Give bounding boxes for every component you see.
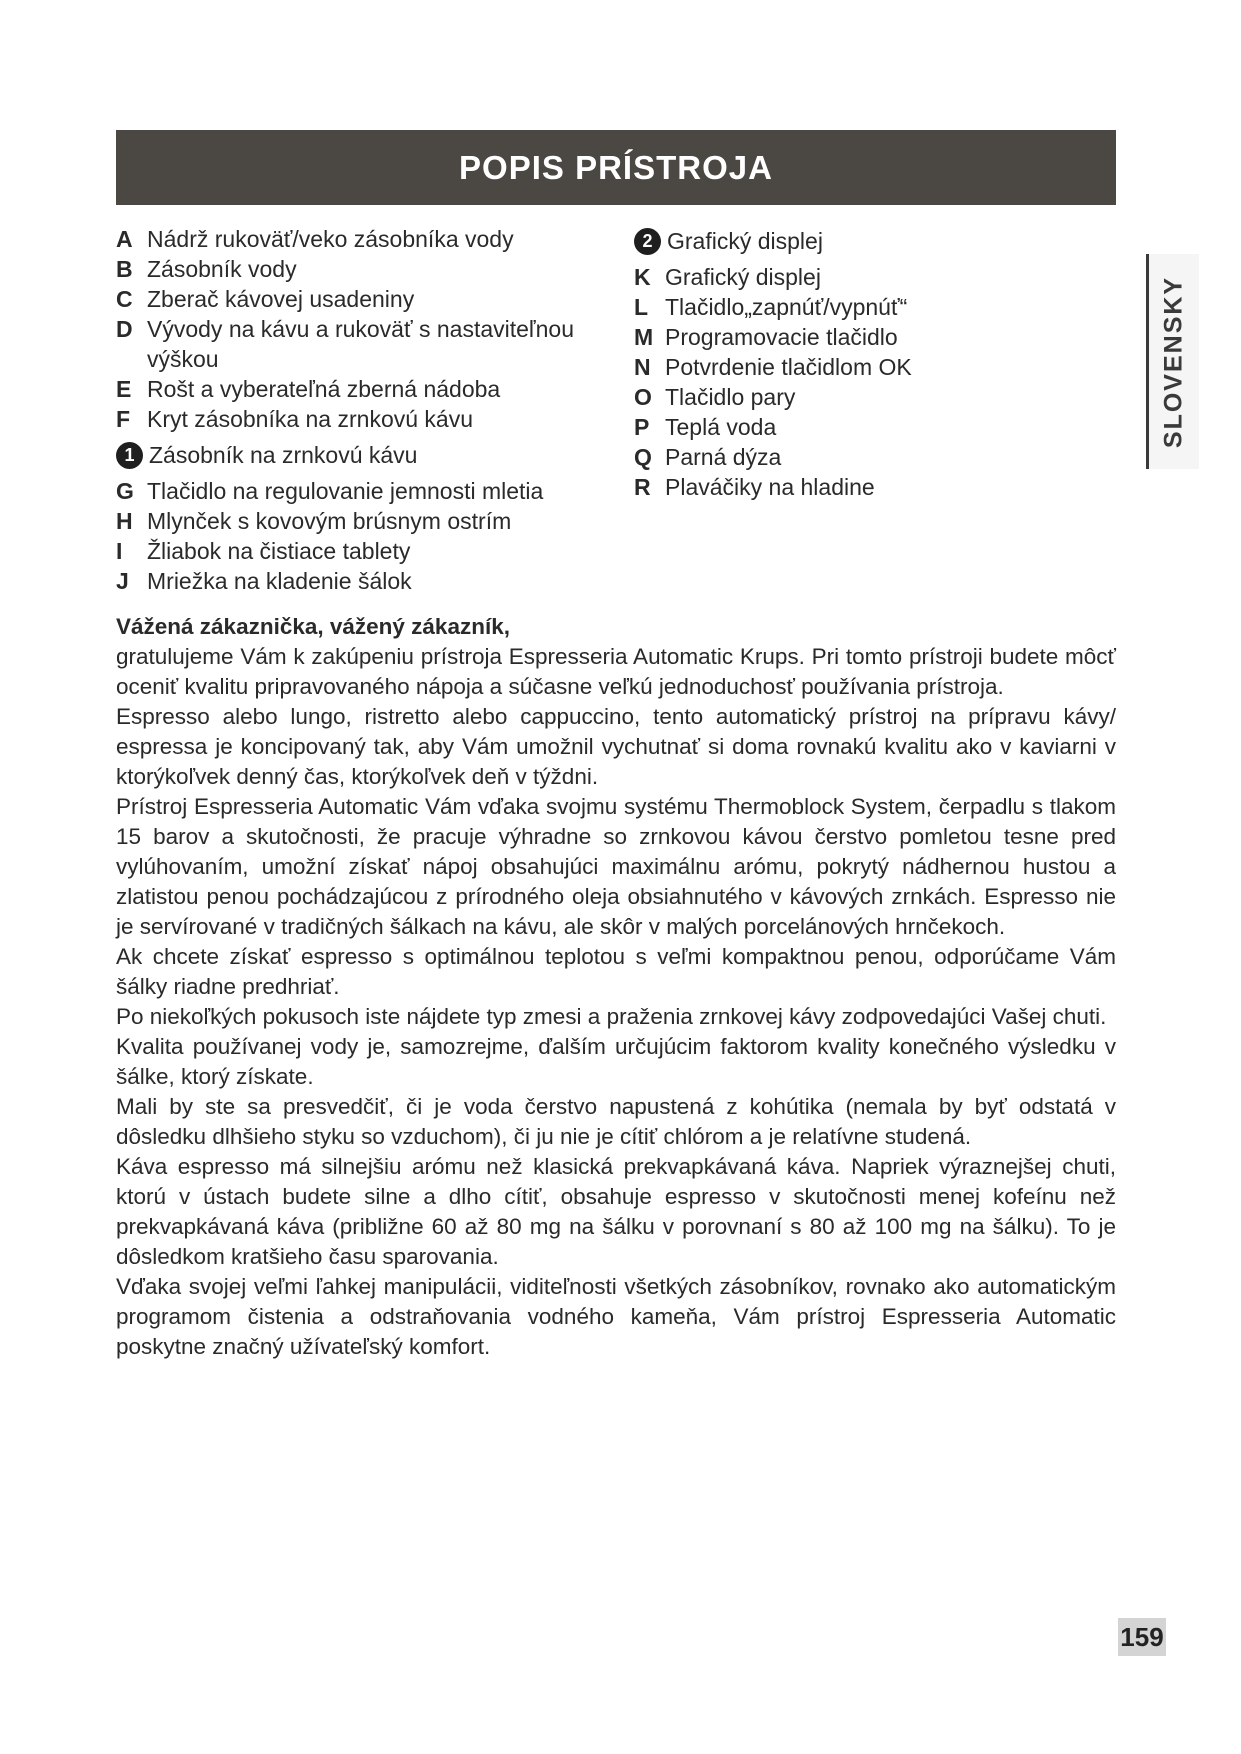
part-letter: E [116, 376, 132, 402]
part-letter: O [634, 384, 652, 410]
language-label: SLOVENSKY [1159, 275, 1188, 448]
page-number: 159 [1118, 1618, 1166, 1656]
part-letter: N [634, 354, 651, 380]
part-letter: D [116, 316, 133, 342]
part-text: Žliabok na čistiace tablety [147, 538, 411, 564]
part-item [634, 442, 1114, 472]
part-text: Grafický displej [665, 264, 821, 290]
part-letter: K [634, 264, 651, 290]
part-item [634, 262, 1114, 292]
part-item [116, 536, 616, 566]
part-text: Zásobník vody [147, 256, 297, 282]
part-letter: M [634, 324, 654, 350]
part-text: Kryt zásobníka na zrnkovú kávu [147, 406, 473, 432]
part-text: Programovacie tlačidlo [665, 324, 898, 350]
intro-text [116, 612, 1116, 1362]
part-item [116, 224, 616, 254]
section-label: Grafický displej [667, 228, 823, 254]
part-item [634, 352, 1114, 382]
part-letter: L [634, 294, 649, 320]
part-letter: B [116, 256, 133, 282]
part-letter: I [116, 538, 123, 564]
part-item [116, 506, 616, 536]
part-item [116, 254, 616, 284]
section-label: Zásobník na zrnkovú kávu [149, 442, 418, 468]
part-text: Zberač kávovej usadeniny [147, 286, 415, 312]
paragraph: Káva espresso má silnejšiu arómu než klasická prekvapkávaná káva. Napriek výraznejšej chuti, ktorú v ústach budete silne a dlho cítiť, obsahuje espresso v skutočnosti menej kofeínu než prekvapkávaná káva (približne 60 až 80 mg na šálku v porovnaní s 80 až 100 mg na šálku). To je dôsledkom kratšieho času sparovania. [116, 1154, 1116, 1269]
part-text: Mriežka na kladenie šálok [147, 568, 412, 594]
number-badge-icon: 2 [634, 228, 661, 255]
part-item [116, 404, 616, 434]
part-letter: P [634, 414, 650, 440]
section-heading-2 [634, 226, 1114, 256]
paragraph: Vďaka svojej veľmi ľahkej manipulácii, viditeľnosti všetkých zásobníkov, rovnako ako automatickým programom čistenia a odstraňovania vodného kameňa, Vám prístroj Espresseria Automatic poskytne značný užívateľský komfort. [116, 1274, 1116, 1359]
part-item [634, 472, 1114, 502]
section-heading-1 [116, 440, 616, 470]
part-letter: C [116, 286, 133, 312]
part-text: Tlačidlo„zapnúť/vypnúť“ [665, 294, 908, 320]
part-text: Vývody na kávu a rukoväť s nastaviteľnou výškou [147, 316, 575, 372]
language-tab [1146, 254, 1199, 469]
number-badge-icon: 1 [116, 442, 143, 469]
part-text: Parná dýza [665, 444, 782, 470]
part-text: Potvrdenie tlačidlom OK [665, 354, 912, 380]
part-letter: Q [634, 444, 652, 470]
part-text: Tlačidlo na regulovanie jemnosti mletia [147, 478, 544, 504]
part-item [116, 476, 616, 506]
part-text: Nádrž rukoväť/veko zásobníka vody [147, 226, 514, 252]
part-item [634, 382, 1114, 412]
paragraph: Prístroj Espresseria Automatic Vám vďaka svojmu systému Thermoblock System, čerpadlu s tlakom 15 barov a skutočnosti, že pracuje výhradne so zrnkovou kávou čerstvo pomletou tesne pred vylúhovaním, umožní získať nápoj obsahujúci maximálnu arómu, pokrytý nádhernou hustou a zlatistou penou pochádzajúcou z prírodného oleja obsiahnutého v kávových zrnkách. Espresso nie je servírované v tradičných šálkach na kávu, ale skôr v malých porcelánových hrnčekoch. [116, 794, 1116, 939]
part-letter: H [116, 508, 133, 534]
paragraph: Mali by ste sa presvedčiť, či je voda čerstvo napustená z kohútika (nemala by byť odstatá v dôsledku dlhšieho styku so vzduchom), či ju nie je cítiť chlórom a je relatívne studená. [116, 1094, 1116, 1149]
part-letter: J [116, 568, 129, 594]
paragraph: gratulujeme Vám k zakúpeniu prístroja Espresseria Automatic Krups. Pri tomto prístroji budete môcť oceniť kvalitu pripravovaného nápoja a súčasne veľkú jednoduchosť používania prístroja. [116, 644, 1116, 699]
title-bar [116, 130, 1116, 205]
part-text: Teplá voda [665, 414, 777, 440]
greeting: Vážená zákaznička, vážený zákazník, [116, 614, 510, 639]
part-text: Mlynček s kovovým brúsnym ostrím [147, 508, 512, 534]
part-item [116, 314, 616, 374]
page-title: POPIS PRÍSTROJA [459, 148, 773, 186]
part-letter: A [116, 226, 133, 252]
part-text: Rošt a vyberateľná zberná nádoba [147, 376, 501, 402]
part-item [116, 566, 616, 596]
part-text: Tlačidlo pary [665, 384, 796, 410]
part-item [634, 322, 1114, 352]
part-item [116, 284, 616, 314]
part-letter: F [116, 406, 131, 432]
parts-list-right [634, 226, 1114, 502]
part-item [634, 292, 1114, 322]
part-item [634, 412, 1114, 442]
paragraph: Ak chcete získať espresso s optimálnou teplotou s veľmi kompaktnou penou, odporúčame Vám šálky riadne predhriať. [116, 944, 1116, 999]
part-letter: R [634, 474, 651, 500]
part-text: Plaváčiky na hladine [665, 474, 875, 500]
part-item [116, 374, 616, 404]
paragraph: Po niekoľkých pokusoch iste nájdete typ zmesi a praženia zrnkovej kávy zodpovedajúci Vašej chuti. [116, 1004, 1107, 1029]
part-letter: G [116, 478, 134, 504]
parts-list-left [116, 224, 616, 596]
paragraph: Espresso alebo lungo, ristretto alebo cappuccino, tento automatický prístroj na prípravu kávy/ espressa je koncipovaný tak, aby Vám umožnil vychutnať si doma rovnakú kvalitu ako v kaviarni v ktorýkoľvek denný čas, ktorýkoľvek deň v týždni. [116, 704, 1116, 789]
paragraph: Kvalita používanej vody je, samozrejme, ďalším určujúcim faktorom kvality konečného výsledku v šálke, ktorý získate. [116, 1034, 1116, 1089]
